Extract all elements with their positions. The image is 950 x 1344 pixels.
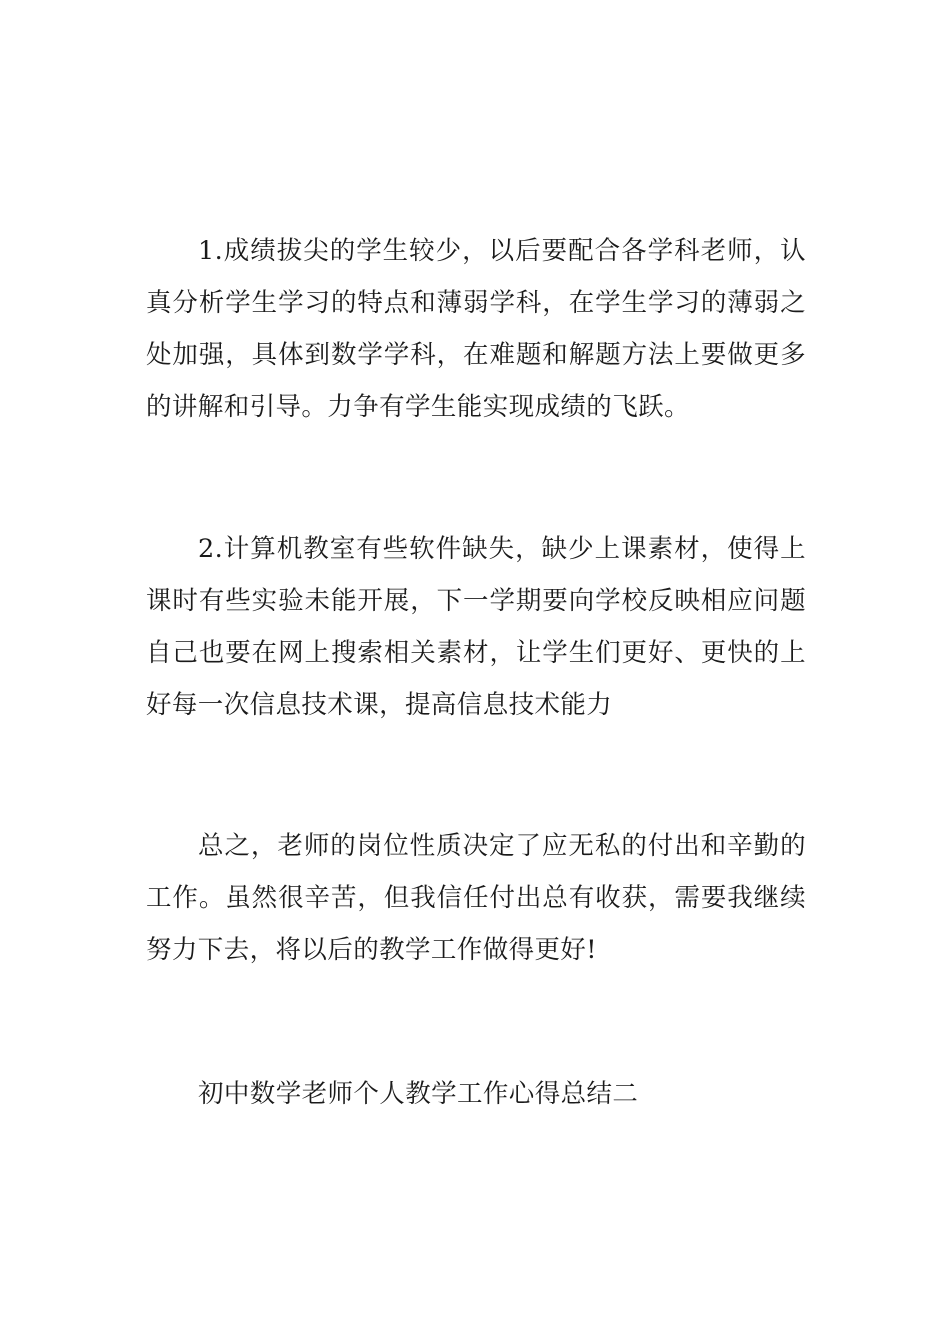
paragraph-item-1: 1.成绩拔尖的学生较少，以后要配合各学科老师，认真分析学生学习的特点和薄弱学科，在学生学习的薄弱之处加强，具体到数学学科，在难题和解题方法上要做更多的讲解和引导。力争有学生能实现成绩的飞跃。 xyxy=(146,236,806,422)
paragraph-conclusion: 总之，老师的岗位性质决定了应无私的付出和辛勤的工作。虽然很辛苦，但我信任付出总有收获，需要我继续努力下去，将以后的教学工作做得更好! xyxy=(146,831,806,965)
section-heading: 初中数学老师个人教学工作心得总结二 xyxy=(198,1079,639,1109)
paragraph-item-2: 2.计算机教室有些软件缺失，缺少上课素材，使得上课时有些实验未能开展，下一学期要向学校反映相应问题自己也要在网上搜索相关素材，让学生们更好、更快的上好每一次信息技术课，提高信息技术能力 xyxy=(146,534,806,720)
